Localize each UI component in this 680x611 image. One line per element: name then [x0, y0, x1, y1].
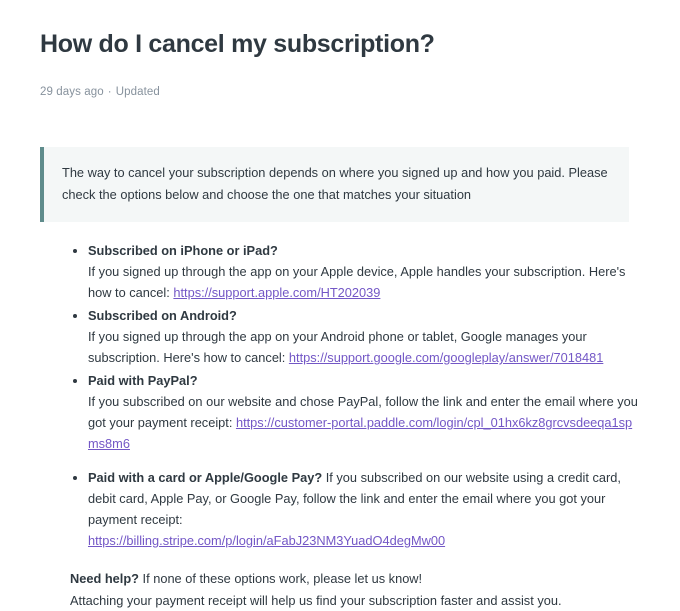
option-body	[88, 467, 640, 530]
google-cancel-link[interactable]: https://support.google.com/googleplay/answer/7018481	[288, 350, 604, 365]
option-body-text: If you subscribed on our website using a credit card, debit card, Apple Pay, or Google Pay, follow the link and enter the email where you got your payment receipt:	[88, 470, 621, 527]
need-help-text: If none of these options work, please let us know!	[138, 571, 423, 586]
need-help-label: Need help?	[70, 571, 139, 586]
option-body	[88, 391, 640, 454]
option-body-text: If you signed up through the app on your Android phone or tablet, Google manages your subscription. Here's how to cancel:	[88, 329, 587, 365]
paddle-portal-link[interactable]: https://customer-portal.paddle.com/login/cpl_01hx6kz8grcvsdeeqa1spms8m6	[88, 415, 633, 451]
apple-cancel-link[interactable]: https://support.apple.com/HT202039	[173, 285, 381, 300]
option-link-line	[88, 530, 640, 551]
meta-updated-label: Updated	[115, 86, 160, 98]
option-heading: • Subscribed on iPhone or iPad?	[88, 243, 278, 258]
option-body	[88, 326, 640, 368]
option-body-text: If you subscribed on our website and chose PayPal, follow the link and enter the email where you got your payment receipt:	[88, 394, 638, 430]
option-heading: • Subscribed on Android?	[88, 308, 237, 323]
page-title: How do I cancel my subscription?	[40, 30, 435, 58]
article-meta	[40, 86, 640, 98]
meta-updated-ago: 29 days ago	[40, 86, 104, 98]
option-body	[88, 261, 640, 303]
info-callout	[40, 147, 629, 222]
option-heading: Paid with a card or Apple/Google Pay?	[88, 470, 323, 485]
callout-text: The way to cancel your subscription depends on where you signed up and how you paid. Please check the options below and choose the one that matches your situation	[62, 165, 608, 202]
list-item	[88, 467, 640, 551]
list-item	[88, 305, 640, 368]
option-body-text: If you signed up through the app on your Apple device, Apple handles your subscription. Here's how to cancel:	[88, 264, 626, 300]
meta-separator: ·	[107, 86, 112, 98]
cancel-options-list	[70, 240, 640, 551]
stripe-portal-link[interactable]: https://billing.stripe.com/p/login/aFabJ23NM3YuadO4degMw00	[88, 533, 446, 548]
list-item	[88, 370, 640, 454]
list-item	[88, 240, 640, 303]
option-heading: • Paid with PayPal?	[88, 373, 198, 388]
attach-receipt-text: Attaching your payment receipt will help us find your subscription faster and assist you.	[70, 593, 562, 608]
article-body	[40, 240, 640, 611]
